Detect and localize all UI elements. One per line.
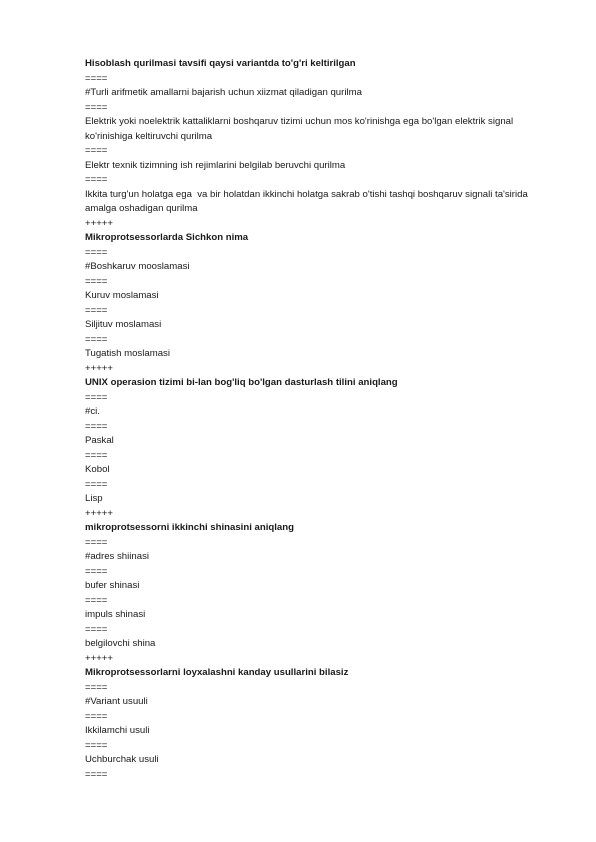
answer-option: #Variant usuuli — [85, 696, 148, 707]
answer-option: Kobol — [85, 464, 110, 475]
answer-option: Ikkilamchi usuli — [85, 725, 150, 736]
option-separator: ==== — [85, 391, 108, 403]
answer-option: Ikkita turg'un holatga ega va bir holatdan ikkinchi holatga sakrab o'tishi tashqi boshqaruv signali ta'sirida amalga oshadigan qurilma — [85, 188, 531, 214]
option-separator: ==== — [85, 536, 108, 548]
question-heading: Hisoblash qurilmasi tavsifi qaysi variantda to'g'ri keltirilgan — [85, 58, 356, 69]
option-separator: ==== — [85, 768, 108, 780]
option-separator: ==== — [85, 304, 108, 316]
answer-option: bufer shinasi — [85, 580, 140, 591]
question-separator: +++++ — [85, 652, 114, 664]
answer-option: belgilovchi shina — [85, 638, 156, 649]
answer-option: Paskal — [85, 435, 114, 446]
answer-option: Elektr texnik tizimning ish rejimlarini belgilab beruvchi qurilma — [85, 159, 346, 171]
answer-option: impuls shinasi — [85, 609, 146, 620]
question-separator: +++++ — [85, 217, 114, 229]
answer-option: #Boshkaruv mooslamasi — [85, 261, 190, 272]
answer-option: #Turli arifmetik amallarni bajarish uchun xiizmat qiladigan qurilma — [85, 87, 362, 98]
option-separator: ==== — [85, 594, 108, 606]
option-separator: ==== — [85, 710, 108, 722]
option-separator: ==== — [85, 333, 108, 345]
question-heading: UNIX operasion tizimi bi-lan bog'liq bo'lgan dasturlash tilini aniqlang — [85, 377, 398, 388]
option-separator: ==== — [85, 420, 108, 432]
option-separator: ==== — [85, 246, 108, 258]
question-separator: +++++ — [85, 507, 114, 519]
question-separator: +++++ — [85, 362, 114, 374]
option-separator: ==== — [85, 145, 108, 156]
option-separator: ==== — [85, 681, 108, 693]
answer-option: Elektrik yoki noelektrik kattaliklarni boshqaruv tizimi uchun mos ko'rinishga ega bo'lgan elektrik signal ko'rinishiga keltiruvchi qurilma — [85, 116, 516, 142]
option-separator: ==== — [85, 72, 108, 84]
question-heading: Mikroprotsessorlarni loyxalashni kanday usullarini bilasiz — [85, 667, 349, 678]
document-body — [85, 57, 556, 782]
option-separator: ==== — [85, 478, 108, 490]
option-separator: ==== — [85, 623, 108, 635]
answer-option: Tugatish moslamasi — [85, 348, 170, 359]
answer-option: #ci. — [85, 406, 100, 417]
option-separator: ==== — [85, 275, 108, 287]
option-separator: ==== — [85, 565, 108, 577]
question-heading: mikroprotsessorni ikkinchi shinasini aniqlang — [85, 522, 294, 533]
option-separator: ==== — [85, 739, 108, 751]
answer-option: Kuruv moslamasi — [85, 290, 159, 301]
answer-option: Uchburchak usuli — [85, 754, 159, 765]
option-separator: ==== — [85, 101, 108, 113]
answer-option: Lisp — [85, 493, 103, 504]
option-separator: ==== — [85, 174, 108, 185]
option-separator: ==== — [85, 449, 108, 461]
answer-option: #adres shiinasi — [85, 551, 149, 562]
question-heading: Mikroprotsessorlarda Sichkon nima — [85, 232, 249, 243]
answer-option: Siljituv moslamasi — [85, 319, 162, 330]
